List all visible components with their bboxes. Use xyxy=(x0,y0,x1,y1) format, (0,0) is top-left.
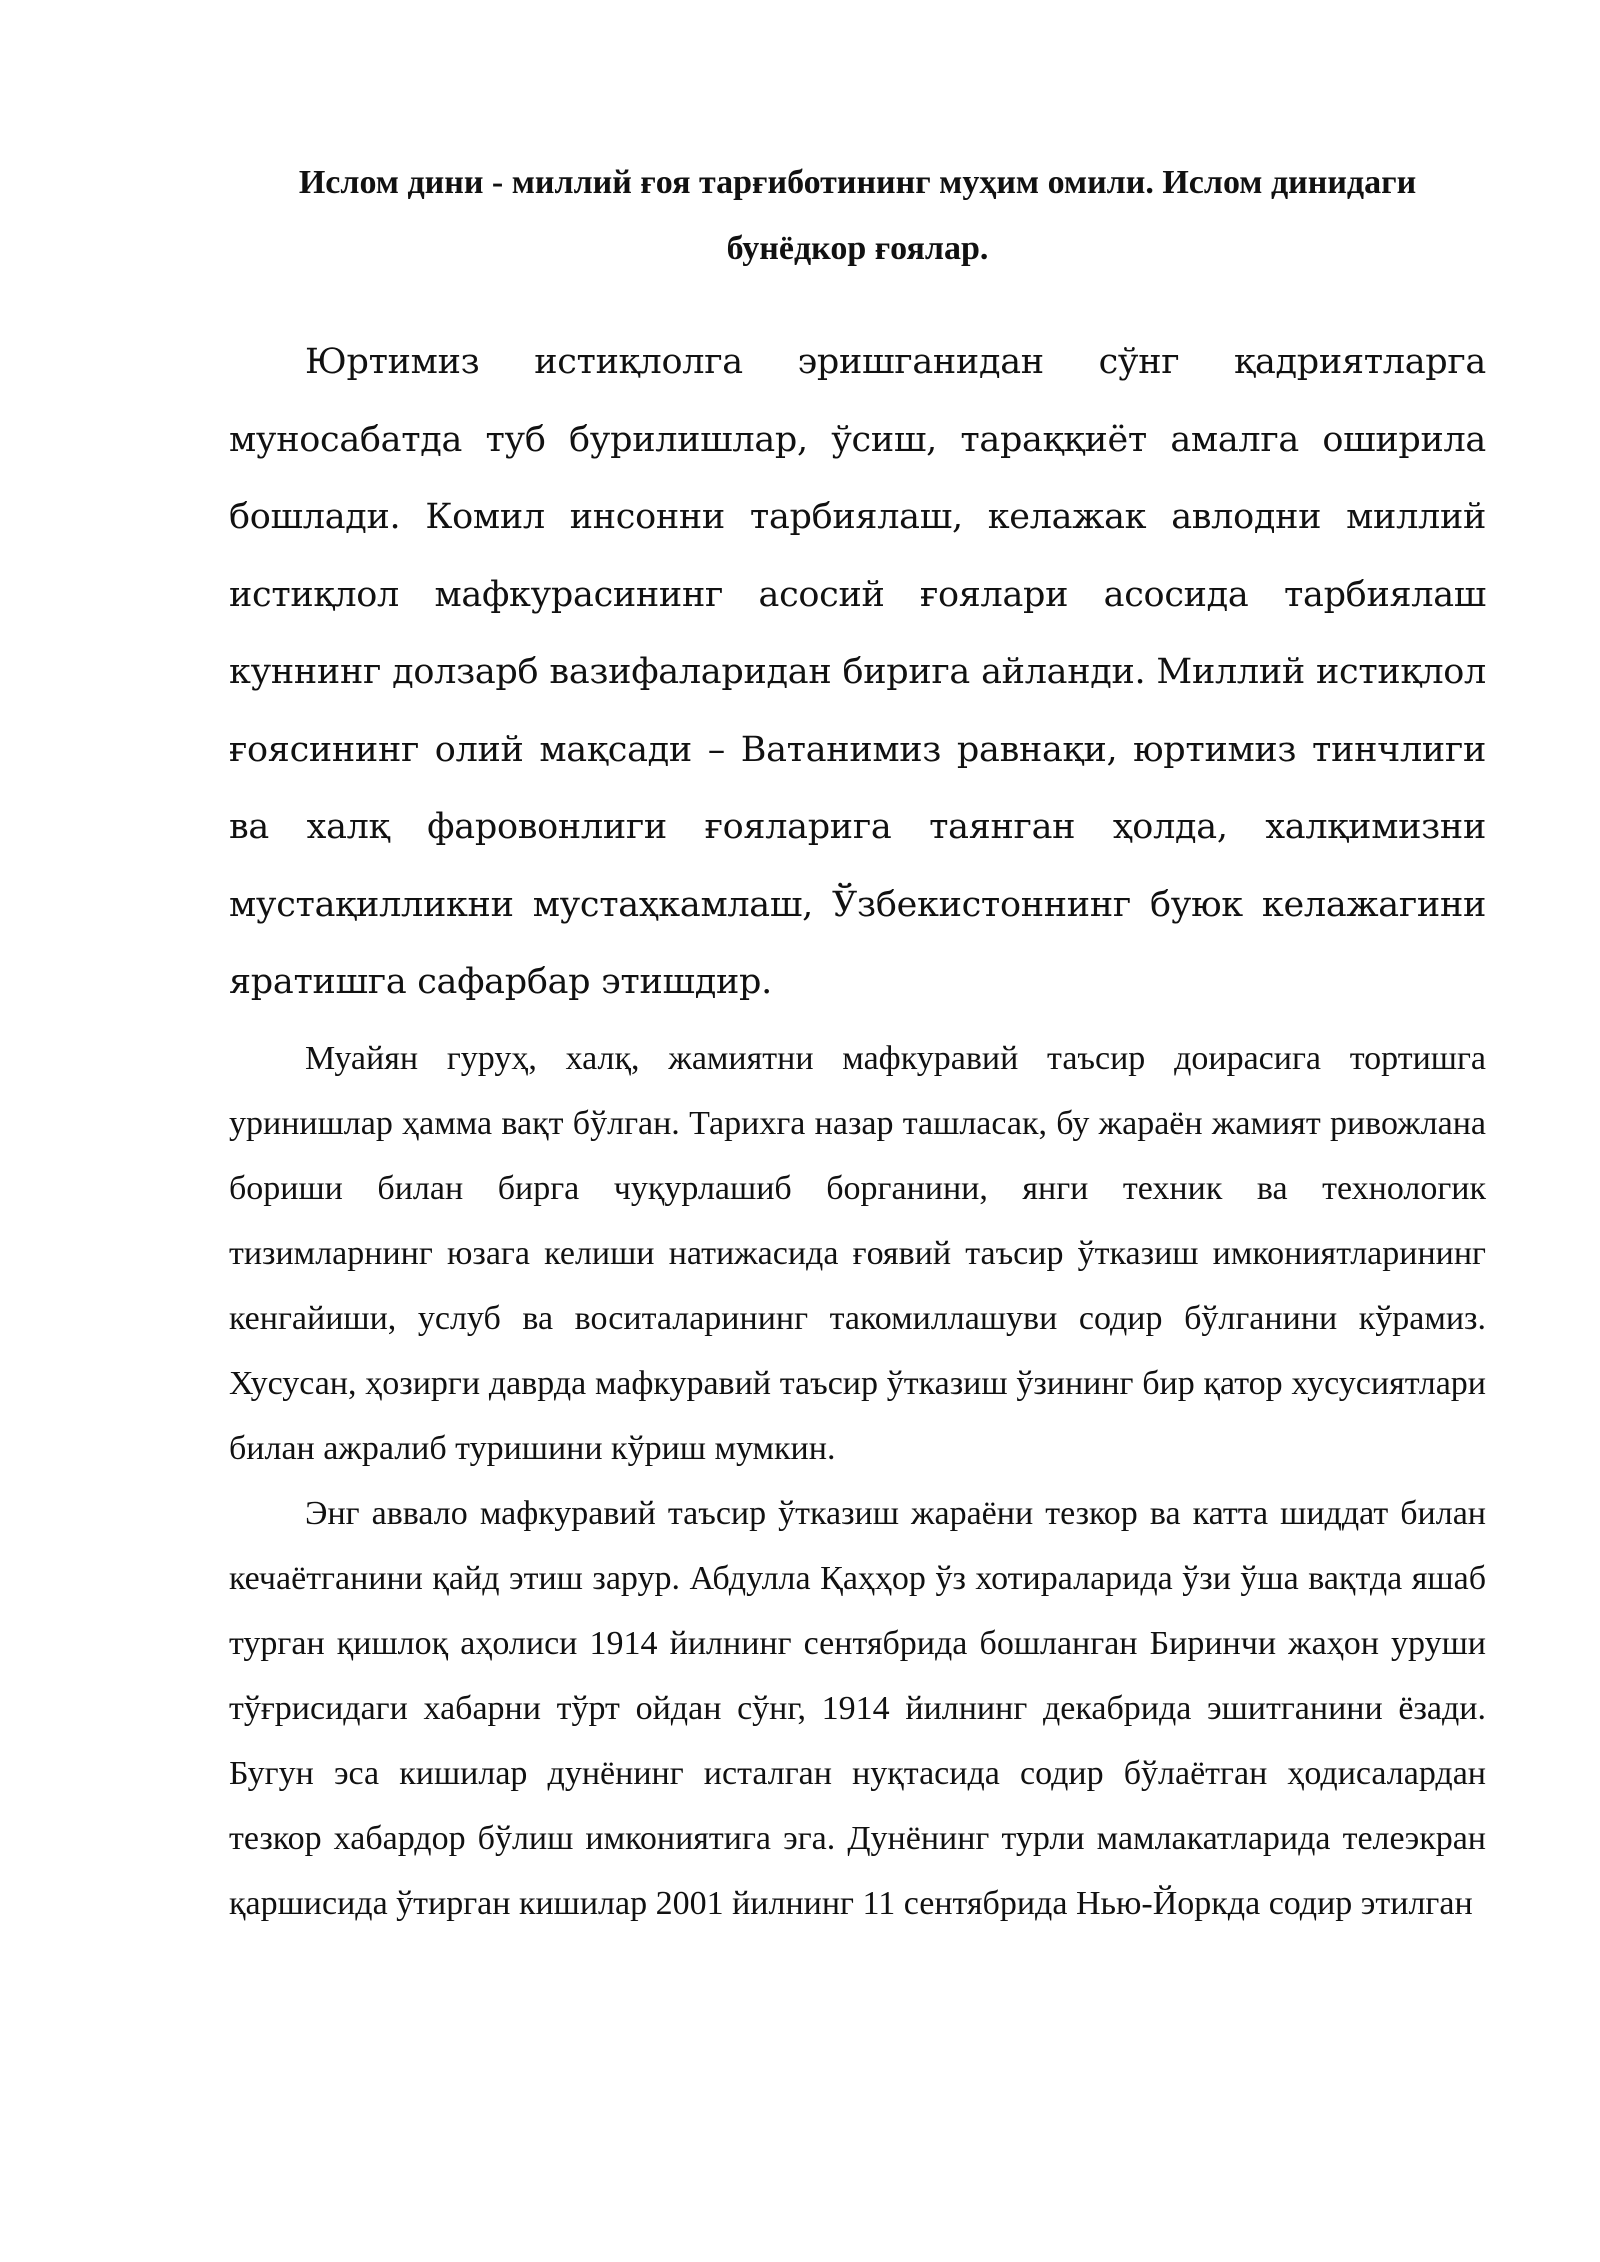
document-title-line-1: Ислом дини - миллий ғоя тарғиботининг муҳим омили. Ислом динидаги xyxy=(298,164,1417,201)
document-title-line-2: бунёдкор ғоялар. xyxy=(726,230,989,267)
paragraph-2: Муайян гуруҳ, халқ, жамиятни мафкуравий таъсир доирасига тортишга уринишлар ҳамма вақт бўлган. Тарихга назар ташласак, бу жараён жамият ривожлана бориши билан бирга чуқурлашиб борганини, янги техник ва технологик тизимларнинг юзага келиши натижасида ғоявий таъсир ўтказиш имкониятларининг кенгайиши, услуб ва воситаларининг такомиллашуви содир бўлганини кўрамиз. Хусусан, ҳозирги даврда мафкуравий таъсир ўтказиш ўзининг бир қатор хусусиятлари билан ажралиб туришини кўриш мумкин. xyxy=(229,1039,1486,1467)
document-page xyxy=(229,150,1486,1936)
paragraph-1: Юртимиз истиқлолга эришганидан сўнг қадриятларга муносабатда туб бурилишлар, ўсиш, тараққиёт амалга оширила бошлади. Комил инсонни тарбиялаш, келажак авлодни миллий истиқлол мафкурасининг асосий ғоялари асосида тарбиялаш куннинг долзарб вазифаларидан бирига айланди. Миллий истиқлол ғоясининг олий мақсади – Ватанимиз равнақи, юртимиз тинчлиги ва халқ фаровонлиги ғояларига таянган ҳолда, халқимизни мустақилликни мустаҳкамлаш, Ўзбекистоннинг буюк келажагини яратишга сафарбар этишдир. xyxy=(229,342,1486,1002)
paragraph-3: Энг аввало мафкуравий таъсир ўтказиш жараёни тезкор ва катта шиддат билан кечаётганини қайд этиш зарур. Абдулла Қаҳҳор ўз хотираларида ўзи ўша вақтда яшаб турган қишлоқ аҳолиси 1914 йилнинг сентябрида бошланган Биринчи жаҳон уруши тўғрисидаги хабарни тўрт ойдан сўнг, 1914 йилнинг декабрида эшитганини ёзади. Бугун эса кишилар дунёнинг исталган нуқтасида содир бўлаётган ҳодисалардан тезкор хабардор бўлиш имкониятига эга. Дунёнинг турли мамлакатларида телеэкран қаршисида ўтирган кишилар 2001 йилнинг 11 сентябрида Нью-Йоркда содир этилган xyxy=(229,1494,1486,1922)
document-title xyxy=(229,150,1486,282)
